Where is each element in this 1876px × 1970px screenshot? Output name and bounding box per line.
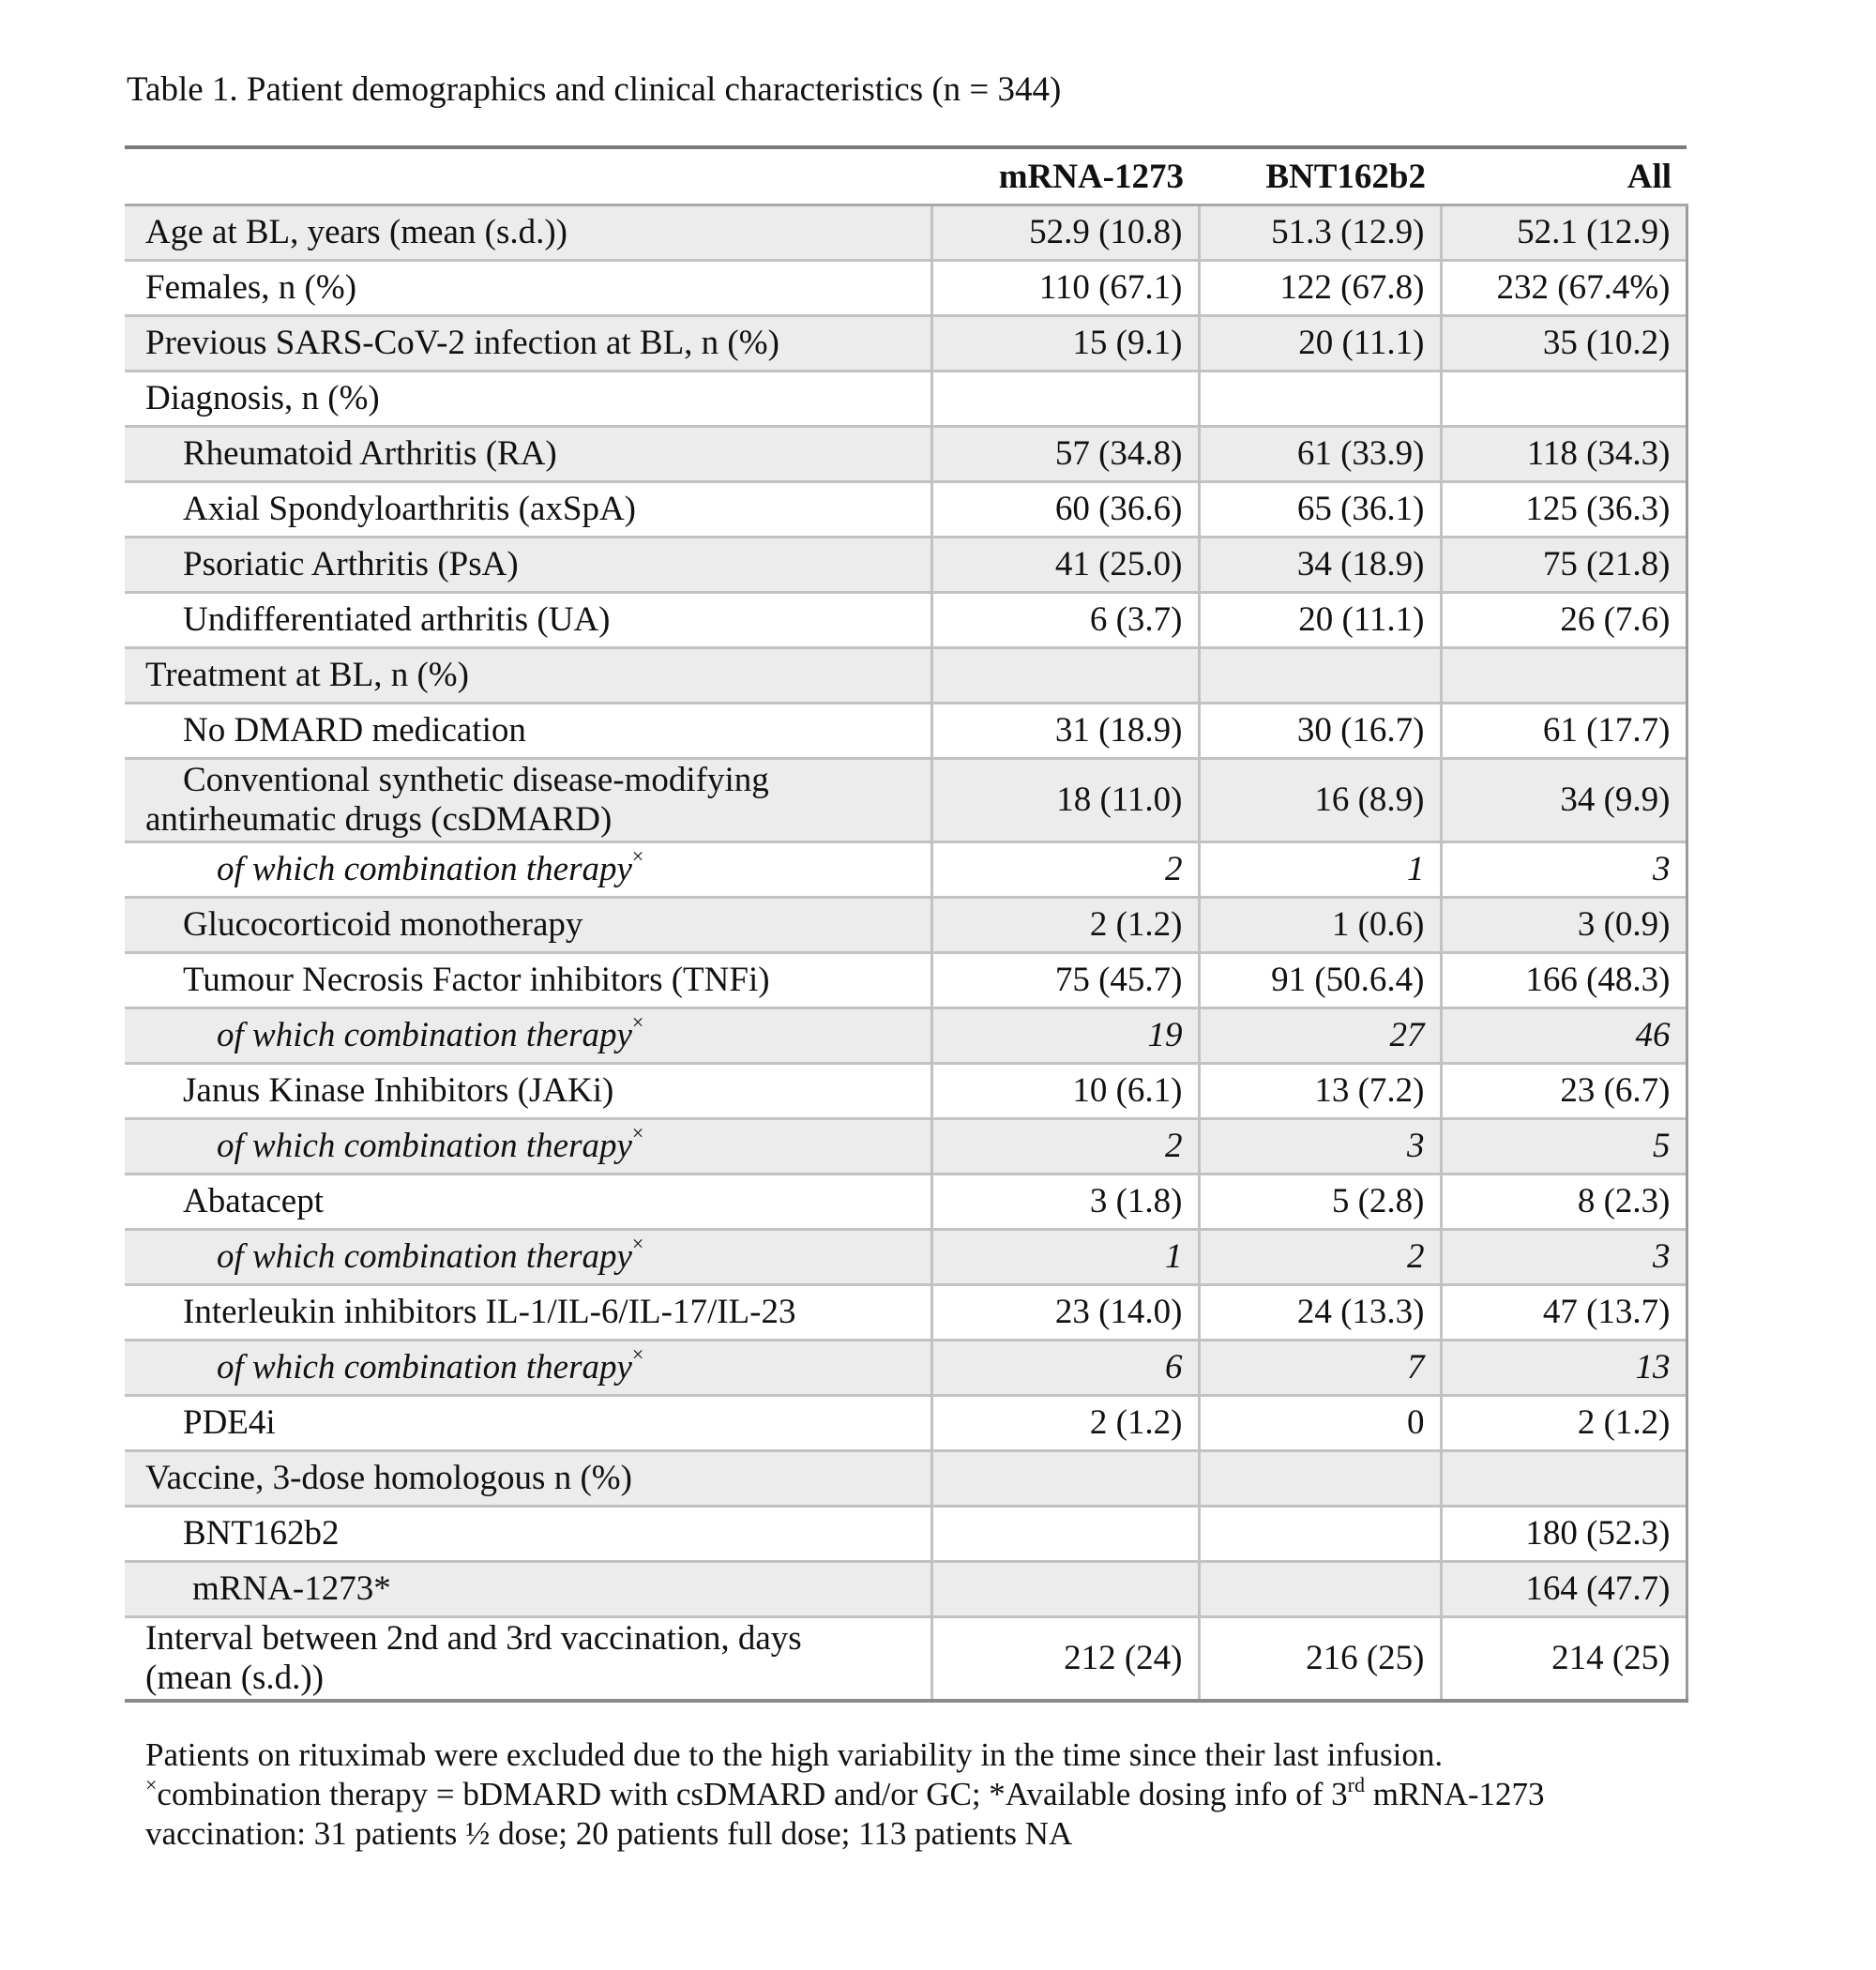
cell-bnt162b2: 1 bbox=[1199, 842, 1441, 898]
cell-bnt162b2: 13 (7.2) bbox=[1199, 1064, 1441, 1119]
cell-bnt162b2: 1 (0.6) bbox=[1199, 898, 1441, 953]
cell-all: 5 bbox=[1441, 1119, 1687, 1174]
footnote-combination bbox=[145, 1775, 1740, 1814]
row-label: Previous SARS-CoV-2 infection at BL, n (%) bbox=[125, 316, 931, 371]
combination-marker: × bbox=[631, 844, 644, 868]
row-label-line1: Conventional synthetic disease-modifying bbox=[183, 761, 769, 799]
cell-all: 26 (7.6) bbox=[1441, 593, 1687, 648]
row-label: Glucocorticoid monotherapy bbox=[125, 898, 931, 953]
cell-bnt162b2: 91 (50.6.4) bbox=[1199, 953, 1441, 1008]
cell-mrna-1273 bbox=[931, 371, 1199, 427]
table-row bbox=[125, 1507, 1687, 1562]
combination-marker: × bbox=[631, 1010, 644, 1034]
cell-all: 47 (13.7) bbox=[1441, 1285, 1687, 1341]
table-row bbox=[125, 1064, 1687, 1119]
row-label-line2: antirheumatic drugs (csDMARD) bbox=[145, 800, 613, 839]
table-row bbox=[125, 1617, 1687, 1702]
combination-marker: × bbox=[631, 1121, 644, 1144]
cell-all: 164 (47.7) bbox=[1441, 1562, 1687, 1617]
cell-all: 232 (67.4%) bbox=[1441, 261, 1687, 316]
table-row-sub bbox=[125, 1119, 1687, 1174]
cell-all bbox=[1441, 371, 1687, 427]
cell-mrna-1273: 1 bbox=[931, 1230, 1199, 1285]
cell-all: 23 (6.7) bbox=[1441, 1064, 1687, 1119]
cell-mrna-1273: 75 (45.7) bbox=[931, 953, 1199, 1008]
row-label: Janus Kinase Inhibitors (JAKi) bbox=[125, 1064, 931, 1119]
table-row-section bbox=[125, 1451, 1687, 1507]
combination-marker: × bbox=[631, 1232, 644, 1255]
cell-mrna-1273: 18 (11.0) bbox=[931, 759, 1199, 842]
table-row bbox=[125, 482, 1687, 538]
table-row-section bbox=[125, 648, 1687, 704]
cell-bnt162b2: 16 (8.9) bbox=[1199, 759, 1441, 842]
row-label bbox=[125, 759, 931, 842]
cell-bnt162b2: 30 (16.7) bbox=[1199, 704, 1441, 759]
table-row-sub bbox=[125, 1008, 1687, 1064]
cell-bnt162b2: 65 (36.1) bbox=[1199, 482, 1441, 538]
cell-mrna-1273: 110 (67.1) bbox=[931, 261, 1199, 316]
cell-all: 34 (9.9) bbox=[1441, 759, 1687, 842]
header-all: All bbox=[1441, 147, 1687, 205]
cell-mrna-1273 bbox=[931, 1451, 1199, 1507]
cell-bnt162b2: 24 (13.3) bbox=[1199, 1285, 1441, 1341]
row-label: BNT162b2 bbox=[125, 1507, 931, 1562]
combination-marker: × bbox=[145, 1773, 158, 1796]
cell-all: 8 (2.3) bbox=[1441, 1174, 1687, 1230]
cell-mrna-1273: 19 bbox=[931, 1008, 1199, 1064]
table-row bbox=[125, 593, 1687, 648]
row-label: No DMARD medication bbox=[125, 704, 931, 759]
section-label: Diagnosis, n (%) bbox=[125, 371, 931, 427]
cell-mrna-1273: 23 (14.0) bbox=[931, 1285, 1199, 1341]
row-label bbox=[125, 1119, 931, 1174]
row-label bbox=[125, 842, 931, 898]
cell-mrna-1273: 212 (24) bbox=[931, 1617, 1199, 1702]
cell-bnt162b2: 5 (2.8) bbox=[1199, 1174, 1441, 1230]
cell-bnt162b2 bbox=[1199, 371, 1441, 427]
cell-all: 214 (25) bbox=[1441, 1617, 1687, 1702]
cell-bnt162b2: 34 (18.9) bbox=[1199, 538, 1441, 593]
cell-bnt162b2: 20 (11.1) bbox=[1199, 593, 1441, 648]
cell-mrna-1273: 6 (3.7) bbox=[931, 593, 1199, 648]
row-label: Psoriatic Arthritis (PsA) bbox=[125, 538, 931, 593]
section-label: Treatment at BL, n (%) bbox=[125, 648, 931, 704]
row-label: Tumour Necrosis Factor inhibitors (TNFi) bbox=[125, 953, 931, 1008]
row-label: Age at BL, years (mean (s.d.)) bbox=[125, 205, 931, 261]
header-blank bbox=[125, 147, 931, 205]
table-row-section bbox=[125, 371, 1687, 427]
row-label-line1: Interval between 2nd and 3rd vaccination, days bbox=[145, 1619, 802, 1658]
cell-all: 3 bbox=[1441, 1230, 1687, 1285]
row-label: Females, n (%) bbox=[125, 261, 931, 316]
table-row-sub bbox=[125, 842, 1687, 898]
table-row bbox=[125, 1174, 1687, 1230]
row-label-text: of which combination therapy bbox=[217, 1237, 632, 1276]
cell-all bbox=[1441, 648, 1687, 704]
footnote-text-b: mRNA-1273 bbox=[1364, 1776, 1545, 1812]
row-label-text: of which combination therapy bbox=[217, 1127, 632, 1165]
cell-all: 13 bbox=[1441, 1341, 1687, 1396]
table-row bbox=[125, 898, 1687, 953]
row-label: PDE4i bbox=[125, 1396, 931, 1451]
cell-all: 75 (21.8) bbox=[1441, 538, 1687, 593]
table-row bbox=[125, 953, 1687, 1008]
cell-mrna-1273: 10 (6.1) bbox=[931, 1064, 1199, 1119]
cell-mrna-1273: 15 (9.1) bbox=[931, 316, 1199, 371]
cell-bnt162b2: 7 bbox=[1199, 1341, 1441, 1396]
cell-mrna-1273: 41 (25.0) bbox=[931, 538, 1199, 593]
row-label-line2: (mean (s.d.)) bbox=[145, 1659, 325, 1697]
cell-bnt162b2: 3 bbox=[1199, 1119, 1441, 1174]
cell-bnt162b2: 61 (33.9) bbox=[1199, 427, 1441, 482]
cell-bnt162b2 bbox=[1199, 1562, 1441, 1617]
table-row bbox=[125, 316, 1687, 371]
row-label: Abatacept bbox=[125, 1174, 931, 1230]
row-label bbox=[125, 1341, 931, 1396]
table-row-sub bbox=[125, 1230, 1687, 1285]
section-label: Vaccine, 3-dose homologous n (%) bbox=[125, 1451, 931, 1507]
table-header-row bbox=[125, 147, 1687, 205]
table-row bbox=[125, 704, 1687, 759]
cell-mrna-1273 bbox=[931, 1562, 1199, 1617]
table-row bbox=[125, 1396, 1687, 1451]
row-label bbox=[125, 1230, 931, 1285]
row-label: Interleukin inhibitors IL-1/IL-6/IL-17/IL-23 bbox=[125, 1285, 931, 1341]
cell-all: 166 (48.3) bbox=[1441, 953, 1687, 1008]
cell-mrna-1273 bbox=[931, 1507, 1199, 1562]
footnote-text-a: combination therapy = bDMARD with csDMARD and/or GC; *Available dosing info of 3 bbox=[157, 1776, 1348, 1812]
cell-bnt162b2 bbox=[1199, 1451, 1441, 1507]
cell-all: 125 (36.3) bbox=[1441, 482, 1687, 538]
table-row bbox=[125, 538, 1687, 593]
cell-mrna-1273: 2 (1.2) bbox=[931, 898, 1199, 953]
table-row bbox=[125, 261, 1687, 316]
cell-mrna-1273: 60 (36.6) bbox=[931, 482, 1199, 538]
header-bnt162b2: BNT162b2 bbox=[1199, 147, 1441, 205]
cell-bnt162b2: 20 (11.1) bbox=[1199, 316, 1441, 371]
cell-all: 46 bbox=[1441, 1008, 1687, 1064]
table-row bbox=[125, 1285, 1687, 1341]
cell-all: 2 (1.2) bbox=[1441, 1396, 1687, 1451]
cell-bnt162b2: 27 bbox=[1199, 1008, 1441, 1064]
row-label-text: of which combination therapy bbox=[217, 1348, 632, 1387]
row-label-text: of which combination therapy bbox=[217, 850, 632, 888]
footnote-dosing: vaccination: 31 patients ½ dose; 20 patients full dose; 113 patients NA bbox=[145, 1815, 1073, 1852]
cell-bnt162b2 bbox=[1199, 1507, 1441, 1562]
cell-mrna-1273: 2 bbox=[931, 1119, 1199, 1174]
table-row bbox=[125, 759, 1687, 842]
row-label: Axial Spondyloarthritis (axSpA) bbox=[125, 482, 931, 538]
cell-mrna-1273: 6 bbox=[931, 1341, 1199, 1396]
cell-all: 3 bbox=[1441, 842, 1687, 898]
combination-marker: × bbox=[631, 1342, 644, 1366]
table-row-sub bbox=[125, 1341, 1687, 1396]
footnote-rituximab: Patients on rituximab were excluded due to the high variability in the time since their last infusion. bbox=[145, 1736, 1444, 1773]
row-label: Rheumatoid Arthritis (RA) bbox=[125, 427, 931, 482]
cell-mrna-1273: 57 (34.8) bbox=[931, 427, 1199, 482]
cell-bnt162b2: 122 (67.8) bbox=[1199, 261, 1441, 316]
table-row bbox=[125, 427, 1687, 482]
cell-mrna-1273: 3 (1.8) bbox=[931, 1174, 1199, 1230]
row-label: Undifferentiated arthritis (UA) bbox=[125, 593, 931, 648]
cell-mrna-1273: 2 (1.2) bbox=[931, 1396, 1199, 1451]
table-footnotes bbox=[145, 1735, 1740, 1854]
cell-all: 3 (0.9) bbox=[1441, 898, 1687, 953]
cell-mrna-1273: 52.9 (10.8) bbox=[931, 205, 1199, 261]
cell-all: 61 (17.7) bbox=[1441, 704, 1687, 759]
cell-mrna-1273: 31 (18.9) bbox=[931, 704, 1199, 759]
cell-bnt162b2: 0 bbox=[1199, 1396, 1441, 1451]
cell-mrna-1273 bbox=[931, 648, 1199, 704]
row-label: mRNA-1273* bbox=[125, 1562, 931, 1617]
cell-bnt162b2 bbox=[1199, 648, 1441, 704]
row-label bbox=[125, 1617, 931, 1702]
demographics-table bbox=[125, 145, 1688, 1703]
cell-bnt162b2: 216 (25) bbox=[1199, 1617, 1441, 1702]
cell-all: 180 (52.3) bbox=[1441, 1507, 1687, 1562]
row-label-text: of which combination therapy bbox=[217, 1016, 632, 1054]
cell-bnt162b2: 2 bbox=[1199, 1230, 1441, 1285]
cell-bnt162b2: 51.3 (12.9) bbox=[1199, 205, 1441, 261]
table-row bbox=[125, 1562, 1687, 1617]
row-label bbox=[125, 1008, 931, 1064]
cell-all: 118 (34.3) bbox=[1441, 427, 1687, 482]
cell-all: 52.1 (12.9) bbox=[1441, 205, 1687, 261]
table-caption: Table 1. Patient demographics and clinical characteristics (n = 344) bbox=[127, 70, 1062, 109]
header-mrna-1273: mRNA-1273 bbox=[931, 147, 1199, 205]
ordinal-suffix: rd bbox=[1347, 1773, 1365, 1796]
table-row bbox=[125, 205, 1687, 261]
cell-all: 35 (10.2) bbox=[1441, 316, 1687, 371]
cell-all bbox=[1441, 1451, 1687, 1507]
cell-mrna-1273: 2 bbox=[931, 842, 1199, 898]
